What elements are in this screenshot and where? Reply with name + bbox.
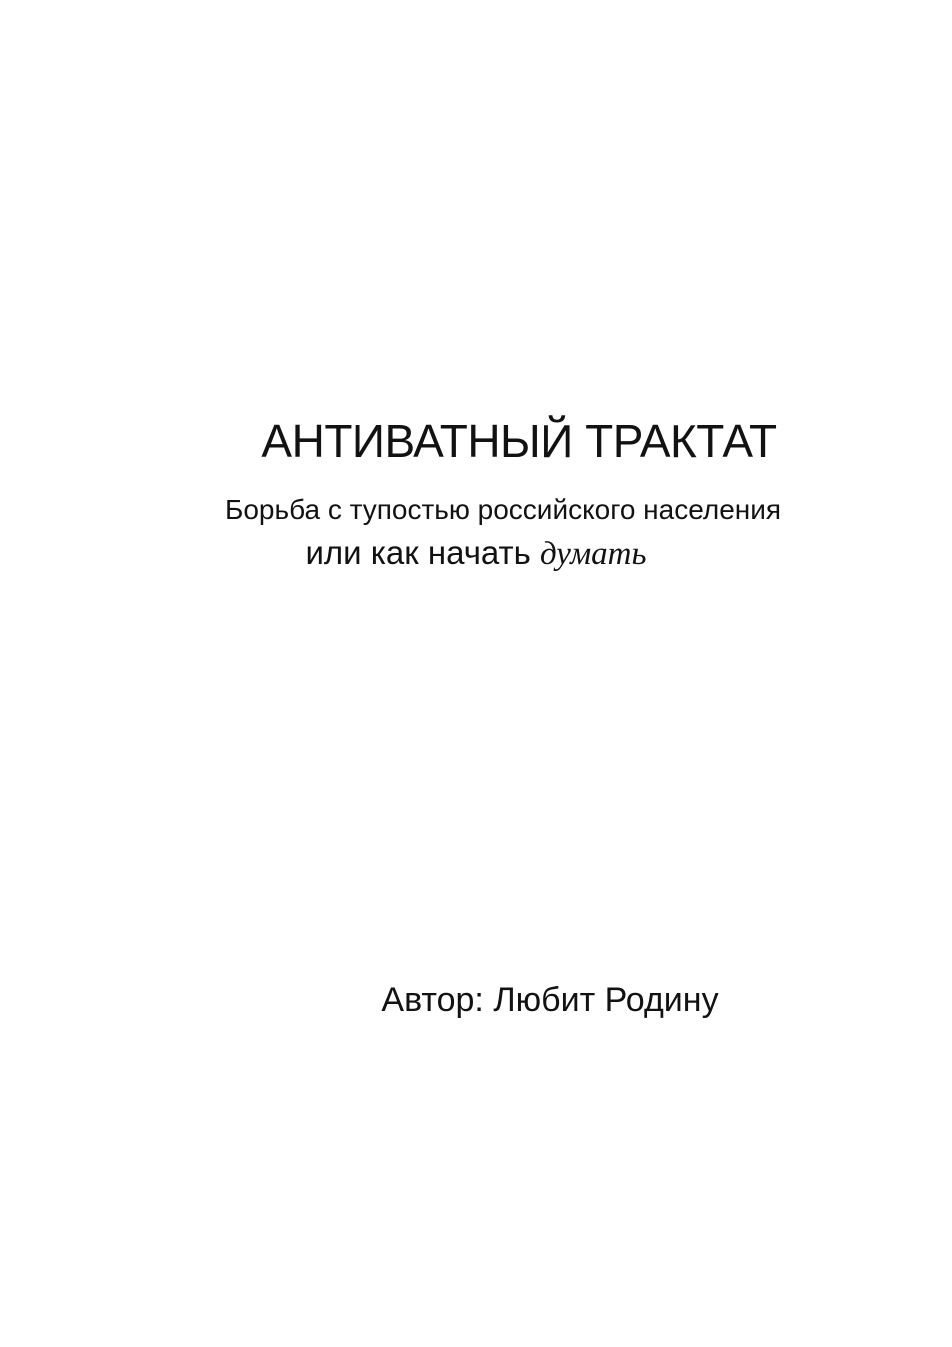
book-subtitle-line2 bbox=[305, 536, 646, 571]
subtitle-line2-emphasis-word: думать bbox=[540, 536, 647, 572]
subtitle-line2-prefix: или как начать bbox=[305, 534, 541, 571]
book-title: АНТИВАТНЫЙ ТРАКТАТ bbox=[261, 415, 777, 467]
book-subtitle-line1: Борьба с тупостью российского населения bbox=[224, 494, 782, 525]
author-line: Автор: Любит Родину bbox=[381, 981, 719, 1019]
